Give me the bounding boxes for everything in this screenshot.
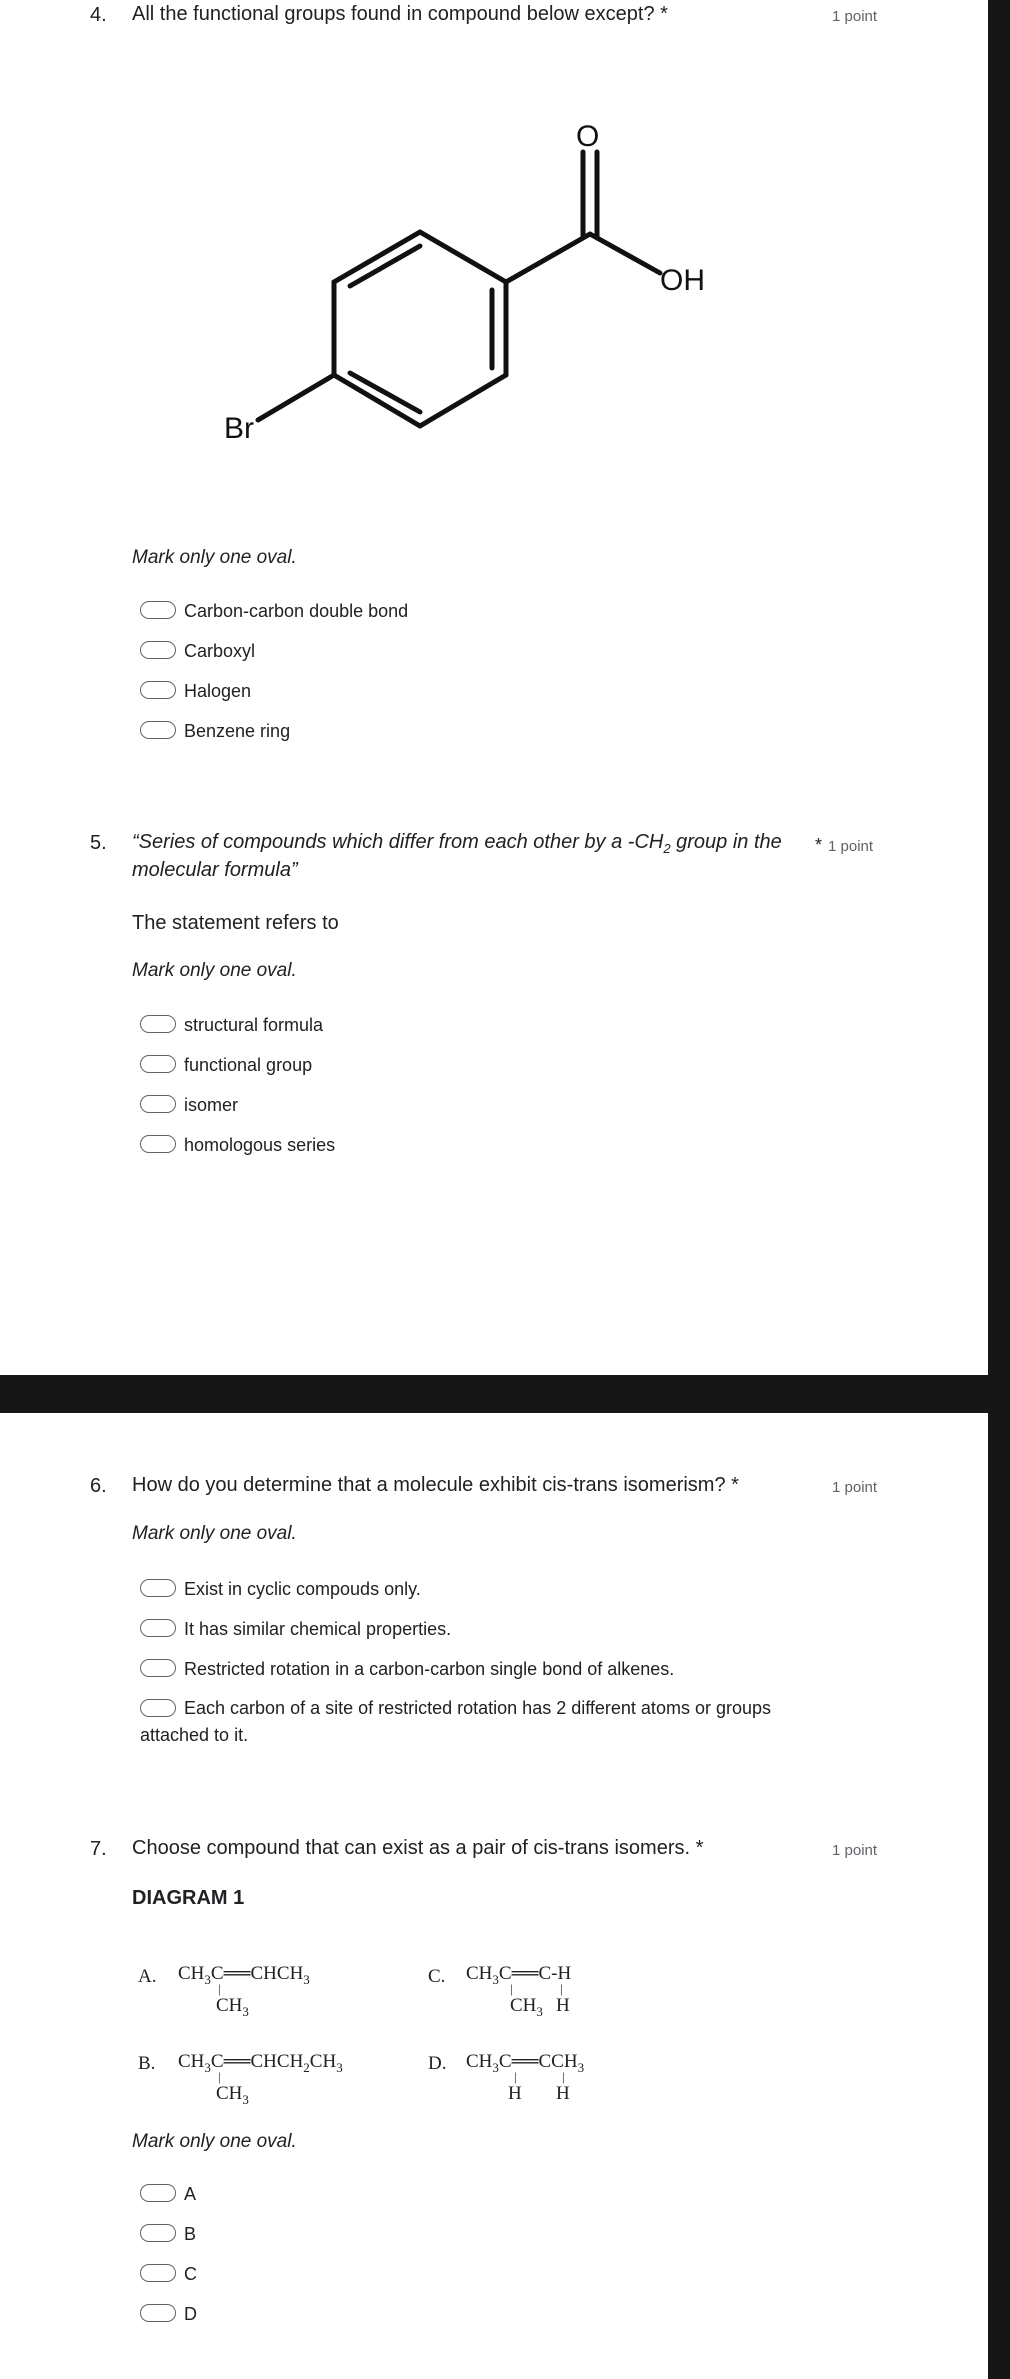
- single-bond-line: |: [218, 2069, 221, 2084]
- points-label: * 1 point: [815, 835, 874, 855]
- points-label: 1 point: [832, 8, 878, 25]
- option-radio[interactable]: [140, 2263, 197, 2285]
- option-label: C: [184, 2264, 197, 2284]
- diagram-label: B.: [138, 2053, 156, 2074]
- option-radio[interactable]: [140, 1658, 674, 1680]
- option-label: Carbon-carbon double bond: [184, 601, 409, 621]
- question-title: How do you determine that a molecule exhibit cis-trans isomerism? *: [132, 1474, 739, 1496]
- question-number: 4.: [90, 4, 107, 26]
- mark-instruction: Mark only one oval.: [132, 2131, 297, 2152]
- option-label: homologous series: [184, 1135, 336, 1155]
- option-label: B: [184, 2224, 197, 2244]
- mark-instruction: Mark only one oval.: [132, 1523, 297, 1544]
- diagram-title: DIAGRAM 1: [132, 1887, 245, 1909]
- single-bond-line: |: [560, 1981, 563, 1996]
- oval-radio-icon[interactable]: [140, 1619, 176, 1637]
- oxygen-label: O: [576, 120, 600, 153]
- mark-instruction: Mark only one oval.: [132, 547, 297, 568]
- oval-radio-icon[interactable]: [140, 1659, 176, 1677]
- diagram-formula: $CH_3C══C-H$: [466, 1963, 572, 1987]
- question-title: “Series of compounds which differ from each other by a $-CH_2$ group in the molecular formula”: [132, 831, 782, 881]
- oval-radio-icon[interactable]: [140, 1055, 176, 1073]
- option-label: D: [184, 2304, 197, 2324]
- single-bond-line: |: [514, 2069, 517, 2084]
- option-radio[interactable]: [140, 600, 408, 622]
- option-radio[interactable]: [140, 1094, 238, 1116]
- option-radio[interactable]: [140, 1014, 323, 1036]
- points-label: 1 point: [832, 1479, 878, 1496]
- page-separator: [0, 1375, 1010, 1413]
- option-radio[interactable]: [140, 2183, 196, 2205]
- diagram-substituent: $CH_3$: [216, 2083, 249, 2107]
- question-title: Choose compound that can exist as a pair of cis-trans isomers. *: [132, 1837, 704, 1859]
- option-radio[interactable]: [140, 1578, 421, 1600]
- oval-radio-icon[interactable]: [140, 2184, 176, 2202]
- oval-radio-icon[interactable]: [140, 1135, 176, 1153]
- diagram-substituent: $CH_3$: [510, 1995, 543, 2019]
- oval-radio-icon[interactable]: [140, 2224, 176, 2242]
- diagram-label: D.: [428, 2053, 447, 2074]
- oval-radio-icon[interactable]: [140, 1015, 176, 1033]
- single-bond-line: |: [218, 1981, 221, 1996]
- option-label: Benzene ring: [184, 721, 291, 741]
- single-bond-line: |: [562, 2069, 565, 2084]
- oval-radio-icon[interactable]: [140, 2264, 176, 2282]
- question-number: 5.: [90, 832, 107, 854]
- bromobenzoic-acid-structure: [200, 110, 740, 450]
- option-radio[interactable]: [140, 1618, 451, 1640]
- question-number: 6.: [90, 1475, 107, 1497]
- oval-radio-icon[interactable]: [140, 1699, 176, 1717]
- option-label: It has similar chemical properties.: [184, 1619, 452, 1639]
- option-radio[interactable]: [140, 720, 290, 742]
- hydroxyl-label: OH: [660, 264, 705, 297]
- option-label: Restricted rotation in a carbon-carbon single bond of alkenes.: [184, 1659, 675, 1679]
- diagram-substituent: H: [556, 2083, 570, 2104]
- option-radio[interactable]: [140, 2303, 197, 2325]
- diagram-substituent: $CH_3$: [216, 1995, 249, 2019]
- option-radio[interactable]: [140, 680, 251, 702]
- form-page-2: [0, 1413, 988, 2379]
- oval-radio-icon[interactable]: [140, 2304, 176, 2322]
- oval-radio-icon[interactable]: [140, 1095, 176, 1113]
- diagram-substituent: H: [556, 1995, 570, 2016]
- option-radio[interactable]: [140, 1695, 800, 1749]
- diagram-formula: $CH_3C══CHCH_3$: [178, 1963, 310, 1987]
- scrollbar-track[interactable]: [988, 0, 1010, 2379]
- mark-instruction: Mark only one oval.: [132, 960, 297, 981]
- diagram-label: C.: [428, 1966, 446, 1987]
- option-radio[interactable]: [140, 2223, 196, 2245]
- diagram-formula: $CH_3C══CHCH_2CH_3$: [178, 2051, 343, 2075]
- oval-radio-icon[interactable]: [140, 721, 176, 739]
- option-label: Halogen: [184, 681, 252, 701]
- oval-radio-icon[interactable]: [140, 1579, 176, 1597]
- diagram-substituent: H: [508, 2083, 522, 2104]
- question-title: All the functional groups found in compound below except? *: [132, 3, 668, 25]
- oval-radio-icon[interactable]: [140, 681, 176, 699]
- option-label: isomer: [184, 1095, 239, 1115]
- option-label: functional group: [184, 1055, 313, 1075]
- diagram-formula: $CH_3C══CCH_3$: [466, 2051, 585, 2075]
- points-label: 1 point: [832, 1842, 878, 1859]
- statement-text: The statement refers to: [132, 912, 339, 934]
- option-label: structural formula: [184, 1015, 324, 1035]
- option-label: Carboxyl: [184, 641, 256, 661]
- bromine-label: Br: [224, 412, 254, 445]
- option-radio[interactable]: [140, 640, 255, 662]
- option-label: A: [184, 2184, 197, 2204]
- question-number: 7.: [90, 1838, 107, 1860]
- oval-radio-icon[interactable]: [140, 601, 176, 619]
- oval-radio-icon[interactable]: [140, 641, 176, 659]
- option-label: Each carbon of a site of restricted rotation has 2 different atoms or groups attached to it.: [140, 1698, 771, 1745]
- option-radio[interactable]: [140, 1134, 335, 1156]
- diagram-label: A.: [138, 1966, 157, 1987]
- single-bond-line: |: [510, 1981, 513, 1996]
- option-label: Exist in cyclic compouds only.: [184, 1579, 421, 1599]
- option-radio[interactable]: [140, 1054, 312, 1076]
